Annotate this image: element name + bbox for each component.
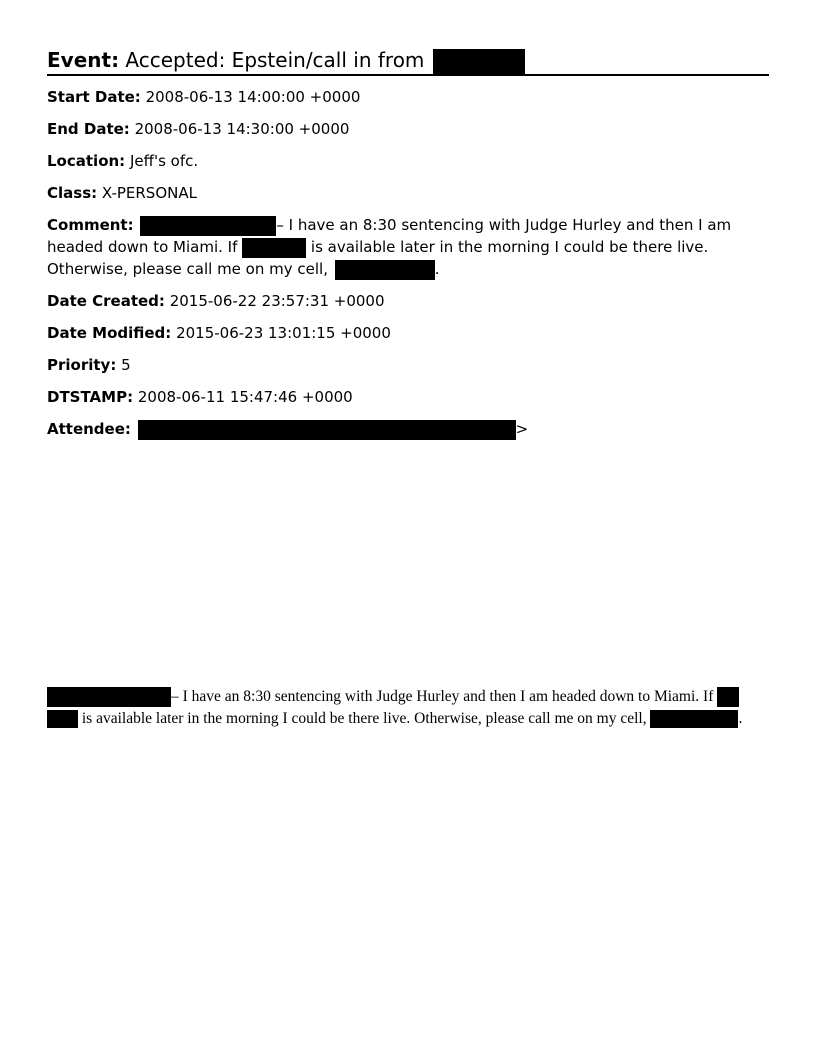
priority-label: Priority:	[47, 356, 117, 374]
redaction-block	[335, 260, 435, 280]
comment-text-4: Otherwise, please call me on my cell,	[47, 260, 328, 278]
redaction-block	[47, 687, 171, 707]
redaction-block	[433, 49, 525, 75]
location-field	[47, 150, 769, 172]
start-date-label: Start Date:	[47, 88, 141, 106]
priority-field	[47, 354, 769, 376]
excerpt-text-3: .	[738, 710, 743, 727]
event-value: Accepted: Epstein/call in from	[125, 48, 425, 72]
date-modified-value: 2015-06-23 13:01:15 +0000	[176, 324, 391, 342]
excerpt-text-2: is available later in the morning I could be there live. Otherwise, please call me on my cell,	[81, 710, 647, 727]
comment-field	[47, 214, 769, 280]
comment-text-1: – I have an 8:30 sentencing with Judge Hurley and then I am	[276, 216, 732, 234]
dtstamp-value: 2008-06-11 15:47:46 +0000	[137, 388, 353, 406]
redaction-block	[47, 710, 78, 728]
redaction-block	[140, 216, 276, 236]
date-modified-field	[47, 322, 769, 344]
dtstamp-field	[47, 386, 769, 408]
start-date-field	[47, 86, 769, 108]
date-created-field	[47, 290, 769, 312]
event-title	[47, 46, 769, 76]
comment-text-3: is available later in the morning I could be there live.	[310, 238, 709, 256]
comment-text-2: headed down to Miami. If	[47, 238, 238, 256]
comment-excerpt	[47, 686, 769, 730]
start-date-value: 2008-06-13 14:00:00 +0000	[145, 88, 361, 106]
redaction-block	[650, 710, 738, 728]
dtstamp-label: DTSTAMP:	[47, 388, 134, 406]
attendee-field	[47, 418, 769, 440]
end-date-label: End Date:	[47, 120, 130, 138]
attendee-suffix: >	[515, 420, 529, 438]
class-field	[47, 182, 769, 204]
attendee-label: Attendee:	[47, 420, 131, 438]
redaction-block	[242, 238, 306, 258]
priority-value: 5	[121, 356, 131, 374]
date-created-label: Date Created:	[47, 292, 165, 310]
excerpt-text-1: – I have an 8:30 sentencing with Judge Hurley and then I am headed down to Miami. If	[171, 688, 714, 705]
end-date-value: 2008-06-13 14:30:00 +0000	[134, 120, 350, 138]
redaction-block	[717, 687, 739, 707]
date-modified-label: Date Modified:	[47, 324, 172, 342]
redaction-block	[138, 420, 516, 440]
comment-label: Comment:	[47, 216, 134, 234]
location-label: Location:	[47, 152, 126, 170]
location-value: Jeff's ofc.	[129, 152, 199, 170]
date-created-value: 2015-06-22 23:57:31 +0000	[169, 292, 385, 310]
event-label: Event:	[47, 48, 120, 72]
class-label: Class:	[47, 184, 98, 202]
comment-text-5: .	[434, 260, 440, 278]
class-value: X-PERSONAL	[101, 184, 197, 202]
end-date-field	[47, 118, 769, 140]
